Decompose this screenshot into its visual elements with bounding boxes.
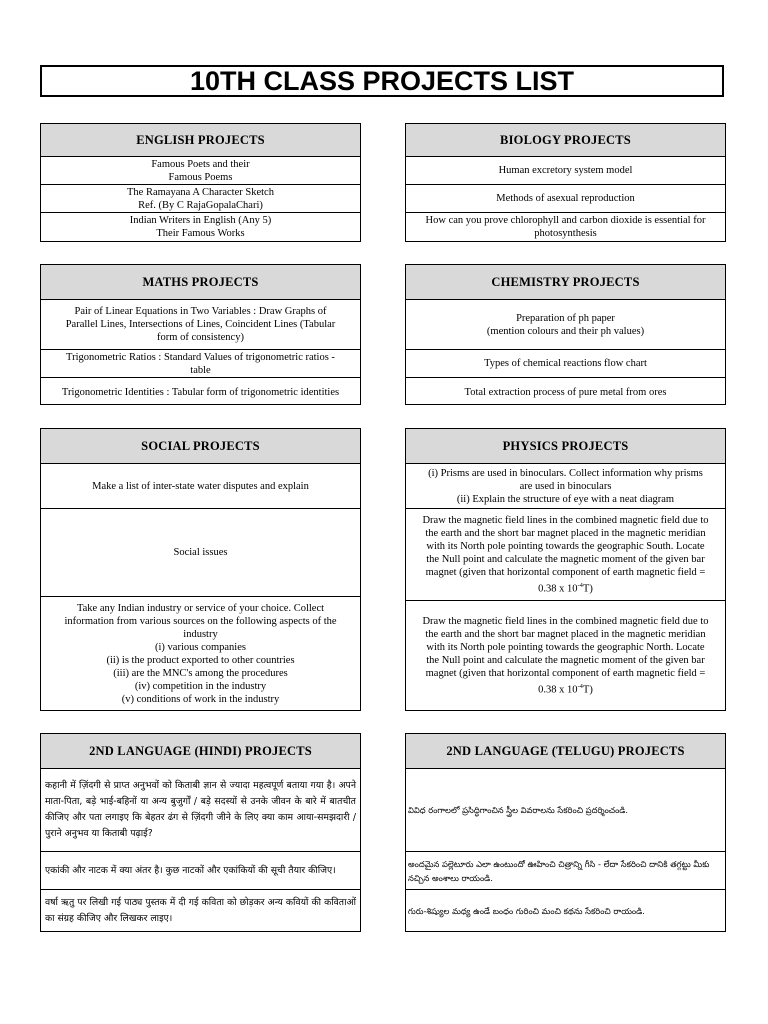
field-unit: T) bbox=[582, 583, 593, 595]
table-cell: Pair of Linear Equations in Two Variables : Draw Graphs of Parallel Lines, Intersections of Lines, Coincident Lines (Tabular form of consistency) bbox=[65, 306, 336, 343]
table-cell: Indian Writers in English (Any 5) Their Famous Works bbox=[129, 215, 272, 239]
telugu-projects-header: 2ND LANGUAGE (TELUGU) PROJECTS bbox=[406, 734, 725, 769]
table-row bbox=[406, 185, 725, 213]
chemistry-projects-table bbox=[405, 264, 726, 405]
field-value: 0.38 x 10 bbox=[538, 684, 578, 696]
table-row bbox=[406, 157, 725, 185]
table-cell: Make a list of inter-state water disputes and explain bbox=[92, 480, 309, 492]
table-row bbox=[406, 509, 725, 601]
table-cell: Types of chemical reactions flow chart bbox=[484, 358, 647, 369]
table-row bbox=[41, 464, 360, 509]
chemistry-projects-header: CHEMISTRY PROJECTS bbox=[406, 265, 725, 300]
table-row bbox=[406, 769, 725, 852]
table-cell: Social issues bbox=[173, 547, 228, 558]
social-projects-header: SOCIAL PROJECTS bbox=[41, 429, 360, 464]
table-cell: वर्षा ऋतु पर लिखी गई पाठ्य पुस्तक में दी गई कविता को छोड़कर अन्य कवियों की कविताओं का संग्रह कीजिए और लिखकर लाइए। bbox=[45, 896, 356, 924]
table-cell: कहानी में ज़िंदगी से प्राप्त अनुभवों को किताबी ज्ञान से ज्यादा महत्वपूर्ण बताया गया है। अपने माता-पिता, बड़े भाई-बहिनों या अन्य बुजुर्गों / बड़े सदस्यों से उनके जीवन के बारे में बातचीत कीजिए और पता लगाइए कि बेहतर ढंग से ज़िंदगी जीने के लिए क्या काम आया-समझदारी / पुराने अनुभव या किताबी पढ़ाई? bbox=[45, 780, 356, 839]
table-row bbox=[406, 350, 725, 378]
maths-projects-table bbox=[40, 264, 361, 405]
maths-projects-header: MATHS PROJECTS bbox=[41, 265, 360, 300]
table-row bbox=[41, 350, 360, 378]
physics-projects-header: PHYSICS PROJECTS bbox=[406, 429, 725, 464]
table-row bbox=[406, 213, 725, 241]
table-row bbox=[41, 509, 360, 597]
table-cell: గురు-శిష్యుల మధ్య ఉండే బంధం గురించి మంచి కథను సేకరించి రాయండి. bbox=[408, 905, 645, 916]
table-row bbox=[406, 890, 725, 931]
physics-projects-table bbox=[405, 428, 726, 711]
field-value: 0.38 x 10 bbox=[538, 583, 578, 595]
table-row bbox=[41, 378, 360, 406]
table-row bbox=[41, 185, 360, 213]
field-exponent: -4 bbox=[577, 581, 583, 589]
biology-projects-header: BIOLOGY PROJECTS bbox=[406, 124, 725, 157]
table-cell: How can you prove chlorophyll and carbon dioxide is essential for photosynthesis bbox=[425, 215, 706, 239]
field-unit: T) bbox=[582, 684, 593, 696]
social-projects-table bbox=[40, 428, 361, 711]
page-title: 10TH CLASS PROJECTS LIST bbox=[40, 65, 724, 97]
table-row bbox=[406, 300, 725, 350]
telugu-projects-table bbox=[405, 733, 726, 932]
field-exponent: -4 bbox=[577, 682, 583, 690]
table-row bbox=[41, 597, 360, 710]
table-cell: एकांकी और नाटक में क्या अंतर है। कुछ नाटकों और एकांकियों की सूची तैयार कीजिए। bbox=[45, 864, 336, 876]
table-row bbox=[406, 601, 725, 710]
table-row bbox=[406, 852, 725, 890]
table-row bbox=[41, 213, 360, 241]
english-projects-table bbox=[40, 123, 361, 242]
table-cell: The Ramayana A Character Sketch Ref. (By C RajaGopalaChari) bbox=[127, 186, 274, 211]
table-row bbox=[406, 464, 725, 509]
cell-text: Draw the magnetic field lines in the combined magnetic field due to the earth and the short bar magnet placed in the magnetic meridian with its North pole pointing towards the geographic North. Locate the Null point and calculate the magnetic moment of the given bar magnet (given that horizontal component of earth magnetic field = bbox=[422, 615, 709, 679]
hindi-projects-header: 2ND LANGUAGE (HINDI) PROJECTS bbox=[41, 734, 360, 769]
hindi-projects-table bbox=[40, 733, 361, 932]
cell-text: Draw the magnetic field lines in the combined magnetic field due to the earth and the short bar magnet placed in the magnetic meridian with its North pole pointing towards the geographic South. Locate the Null point and calculate the magnetic moment of the given bar magnet (given that horizontal component of earth magnetic field = bbox=[422, 514, 709, 578]
table-row bbox=[406, 378, 725, 406]
table-cell bbox=[422, 615, 708, 697]
table-cell: Take any Indian industry or service of your choice. Collect information from various sources on the following aspects of the industry (i) various companies (ii) is the product exported to other countries (iii) are the MNC's among the procedures (iv) competition in the industry (v) conditions of work in the industry bbox=[64, 602, 337, 705]
table-cell: Trigonometric Ratios : Standard Values of trigonometric ratios - table bbox=[66, 351, 335, 376]
table-cell: Trigonometric Identities : Tabular form of trigonometric identities bbox=[61, 386, 340, 398]
table-cell: వివిధ రంగాలలో ప్రసిద్ధిగాంచిన స్త్రీల వివరాలను సేకరించి ప్రదర్శించండి. bbox=[408, 805, 629, 815]
table-cell: Human excretory system model bbox=[498, 165, 633, 176]
table-row bbox=[41, 890, 360, 931]
table-cell: Total extraction process of pure metal from ores bbox=[464, 386, 667, 398]
table-cell: Preparation of ph paper (mention colours and their ph values) bbox=[486, 312, 645, 337]
table-cell: Methods of asexual reproduction bbox=[496, 193, 635, 204]
english-projects-header: ENGLISH PROJECTS bbox=[41, 124, 360, 157]
biology-projects-table bbox=[405, 123, 726, 242]
table-row bbox=[41, 769, 360, 852]
table-cell bbox=[422, 514, 708, 596]
table-row bbox=[41, 157, 360, 185]
table-cell: Famous Poets and their Famous Poems bbox=[151, 158, 250, 183]
table-row bbox=[41, 852, 360, 890]
table-row bbox=[41, 300, 360, 350]
table-cell: అందమైన పల్లెటూరు ఎలా ఉంటుందో ఊహించి చిత్రాన్ని గీసి - లేదా సేకరించి దానికి తగ్గట్టు మీకు నచ్చిన అంశాలు రాయండి. bbox=[408, 858, 710, 883]
table-cell: (i) Prisms are used in binoculars. Collect information why prisms are used in binoculars (ii) Explain the structure of eye with a neat diagram bbox=[428, 467, 703, 505]
